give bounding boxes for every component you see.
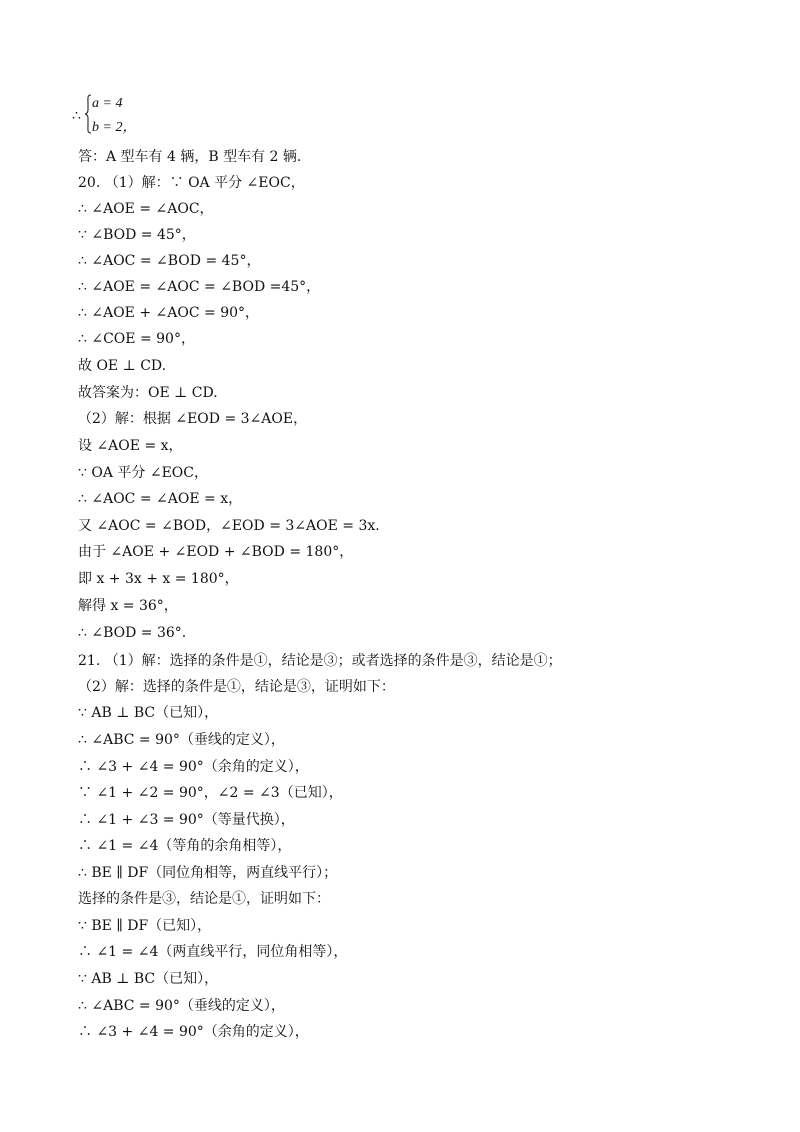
text-line: ∵ AB ⊥ BC（已知）， bbox=[78, 971, 219, 987]
text-line: ∴ ∠1 = ∠4（等角的余角相等）， bbox=[78, 838, 292, 854]
text-line: ∴ ∠AOE + ∠AOC = 90°， bbox=[78, 305, 260, 321]
text-line: 故 OE ⊥ CD. bbox=[78, 358, 167, 374]
text-line: ∴ ∠AOC = ∠AOE = x， bbox=[78, 491, 243, 507]
text-line: ∴ ∠AOC = ∠BOD = 45°， bbox=[78, 253, 261, 269]
text-line: ∴ ∠3 + ∠4 = 90°（余角的定义）， bbox=[78, 759, 309, 775]
text-line: ∴ ∠COE = 90°， bbox=[78, 331, 195, 347]
text-line: （2）解：根据 ∠EOD = 3∠AOE， bbox=[78, 411, 308, 427]
text-line: 20. （1）解：∵ OA 平分 ∠EOC， bbox=[78, 175, 305, 191]
text-line: ∴ BE ∥ DF（同位角相等，两直线平行）； bbox=[78, 865, 338, 881]
equation-b: b = 2， bbox=[92, 120, 137, 135]
text-line: ∵ ∠BOD = 45°， bbox=[78, 227, 196, 243]
text-line: ∵ BE ∥ DF（已知）， bbox=[78, 918, 212, 934]
text-line: ∵ ∠1 + ∠2 = 90°，∠2 = ∠3（已知）， bbox=[78, 785, 343, 801]
text-line: ∴ ∠AOE = ∠AOC = ∠BOD =45°， bbox=[78, 279, 321, 295]
text-line: 选择的条件是③，结论是①，证明如下： bbox=[78, 891, 330, 907]
text-line: ∵ AB ⊥ BC（已知）， bbox=[78, 705, 219, 721]
text-line: 即 x + 3x + x = 180°， bbox=[78, 571, 239, 587]
text-line: ∴ ∠BOD = 36°. bbox=[78, 625, 187, 641]
text-line: 答：A 型车有 4 辆，B 型车有 2 辆. bbox=[78, 149, 302, 165]
therefore-symbol: ∴ bbox=[72, 108, 81, 124]
text-line: 由于 ∠AOE + ∠EOD + ∠BOD = 180°， bbox=[78, 544, 354, 560]
text-line: （2）解：选择的条件是①，结论是③，证明如下： bbox=[78, 679, 395, 695]
text-line: ∵ OA 平分 ∠EOC， bbox=[78, 465, 208, 481]
left-brace-icon bbox=[84, 94, 92, 134]
text-line: 解得 x = 36°， bbox=[78, 598, 178, 614]
text-line: ∴ ∠3 + ∠4 = 90°（余角的定义）， bbox=[78, 1024, 309, 1040]
text-line: 又 ∠AOC = ∠BOD，∠EOD = 3∠AOE = 3x. bbox=[78, 518, 380, 534]
text-line: 故答案为：OE ⊥ CD. bbox=[78, 385, 218, 401]
text-line: 设 ∠AOE = x， bbox=[78, 438, 183, 454]
equation-a: a = 4 bbox=[92, 96, 123, 111]
text-line: ∴ ∠ABC = 90°（垂线的定义）， bbox=[78, 998, 285, 1014]
text-line: ∴ ∠1 = ∠4（两直线平行，同位角相等）， bbox=[78, 944, 348, 960]
text-line: 21. （1）解：选择的条件是①，结论是③；或者选择的条件是③，结论是①； bbox=[78, 653, 562, 669]
text-line: ∴ ∠AOE = ∠AOC， bbox=[78, 201, 214, 217]
text-line: ∴ ∠1 + ∠3 = 90°（等量代换）， bbox=[78, 812, 295, 828]
text-line: ∴ ∠ABC = 90°（垂线的定义）， bbox=[78, 732, 285, 748]
